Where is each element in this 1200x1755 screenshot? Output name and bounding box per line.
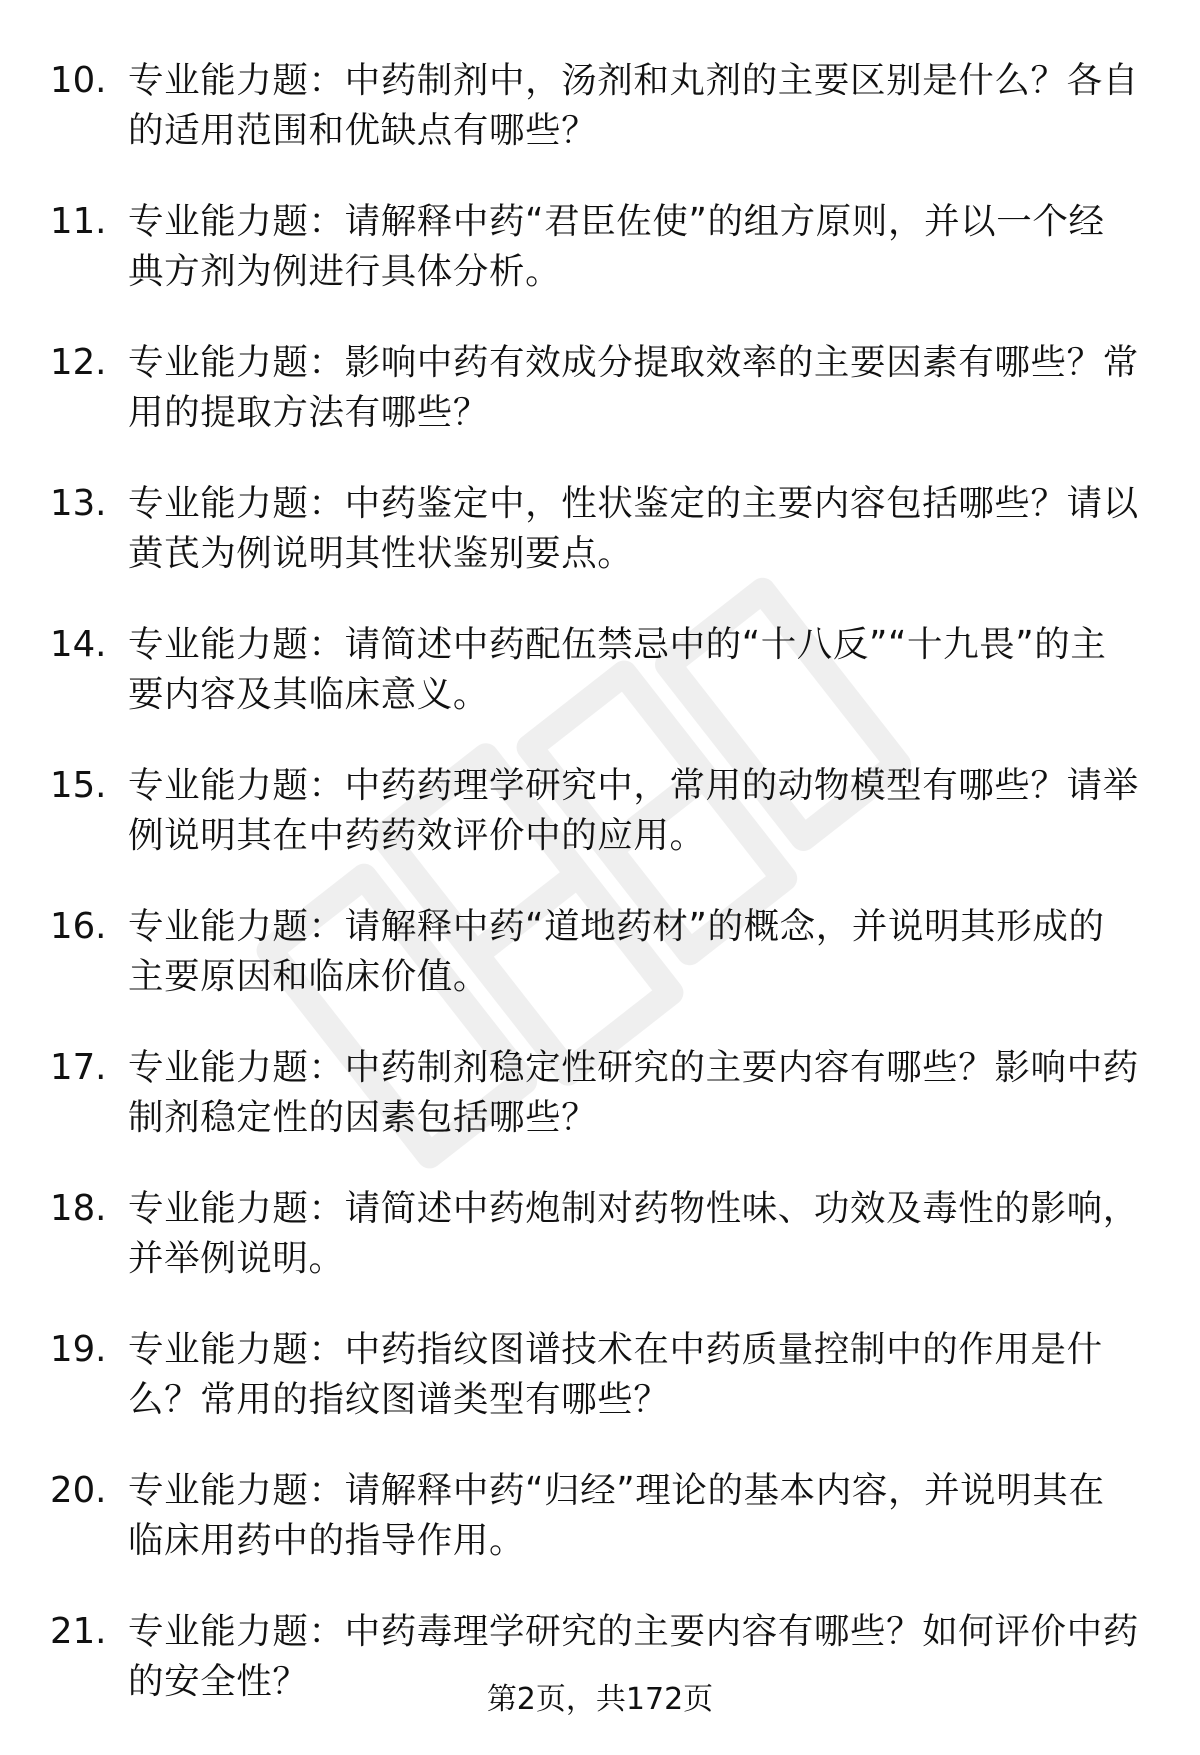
question-list bbox=[50, 56, 1140, 1748]
question-item bbox=[50, 479, 1140, 579]
question-item bbox=[50, 1184, 1140, 1284]
question-item bbox=[50, 902, 1140, 1002]
question-item bbox=[50, 56, 1140, 156]
question-item bbox=[50, 1325, 1140, 1425]
question-text: 专业能力题：中药毒理学研究的主要内容有哪些？如何评价中药的安全性？ bbox=[128, 1611, 1139, 1702]
question-text: 专业能力题：中药制剂稳定性研究的主要内容有哪些？影响中药制剂稳定性的因素包括哪些？ bbox=[128, 1047, 1139, 1138]
question-number: 12. bbox=[50, 342, 107, 383]
question-number: 21. bbox=[50, 1611, 107, 1652]
question-number: 17. bbox=[50, 1047, 107, 1088]
question-number: 10. bbox=[50, 60, 107, 101]
question-item bbox=[50, 761, 1140, 861]
page-footer bbox=[0, 1680, 1200, 1720]
question-text: 专业能力题：请解释中药“归经”理论的基本内容，并说明其在临床用药中的指导作用。 bbox=[128, 1470, 1105, 1561]
question-item bbox=[50, 620, 1140, 720]
question-item bbox=[50, 1466, 1140, 1566]
page-number-label: 第2页，共172页 bbox=[486, 1682, 714, 1717]
question-text: 专业能力题：请解释中药“道地药材”的概念，并说明其形成的主要原因和临床价值。 bbox=[128, 906, 1105, 997]
question-item bbox=[50, 338, 1140, 438]
question-text: 专业能力题：中药药理学研究中，常用的动物模型有哪些？请举例说明其在中药药效评价中的应用。 bbox=[128, 765, 1139, 856]
question-text: 专业能力题：中药指纹图谱技术在中药质量控制中的作用是什么？常用的指纹图谱类型有哪些？ bbox=[128, 1329, 1103, 1420]
question-text: 专业能力题：请简述中药炮制对药物性味、功效及毒性的影响，并举例说明。 bbox=[128, 1188, 1139, 1279]
question-number: 16. bbox=[50, 906, 107, 947]
question-number: 14. bbox=[50, 624, 107, 665]
question-text: 专业能力题：请简述中药配伍禁忌中的“十八反”“十九畏”的主要内容及其临床意义。 bbox=[128, 624, 1107, 715]
question-text: 专业能力题：中药鉴定中，性状鉴定的主要内容包括哪些？请以黄芪为例说明其性状鉴别要点。 bbox=[128, 483, 1139, 574]
question-text: 专业能力题：中药制剂中，汤剂和丸剂的主要区别是什么？各自的适用范围和优缺点有哪些？ bbox=[128, 60, 1139, 151]
question-item bbox=[50, 197, 1140, 297]
question-number: 11. bbox=[50, 201, 107, 242]
question-number: 15. bbox=[50, 765, 107, 806]
question-number: 13. bbox=[50, 483, 107, 524]
question-number: 19. bbox=[50, 1329, 107, 1370]
question-text: 专业能力题：请解释中药“君臣佐使”的组方原则，并以一个经典方剂为例进行具体分析。 bbox=[128, 201, 1105, 292]
question-item bbox=[50, 1043, 1140, 1143]
question-number: 18. bbox=[50, 1188, 107, 1229]
question-number: 20. bbox=[50, 1470, 107, 1511]
question-text: 专业能力题：影响中药有效成分提取效率的主要因素有哪些？常用的提取方法有哪些？ bbox=[128, 342, 1139, 433]
